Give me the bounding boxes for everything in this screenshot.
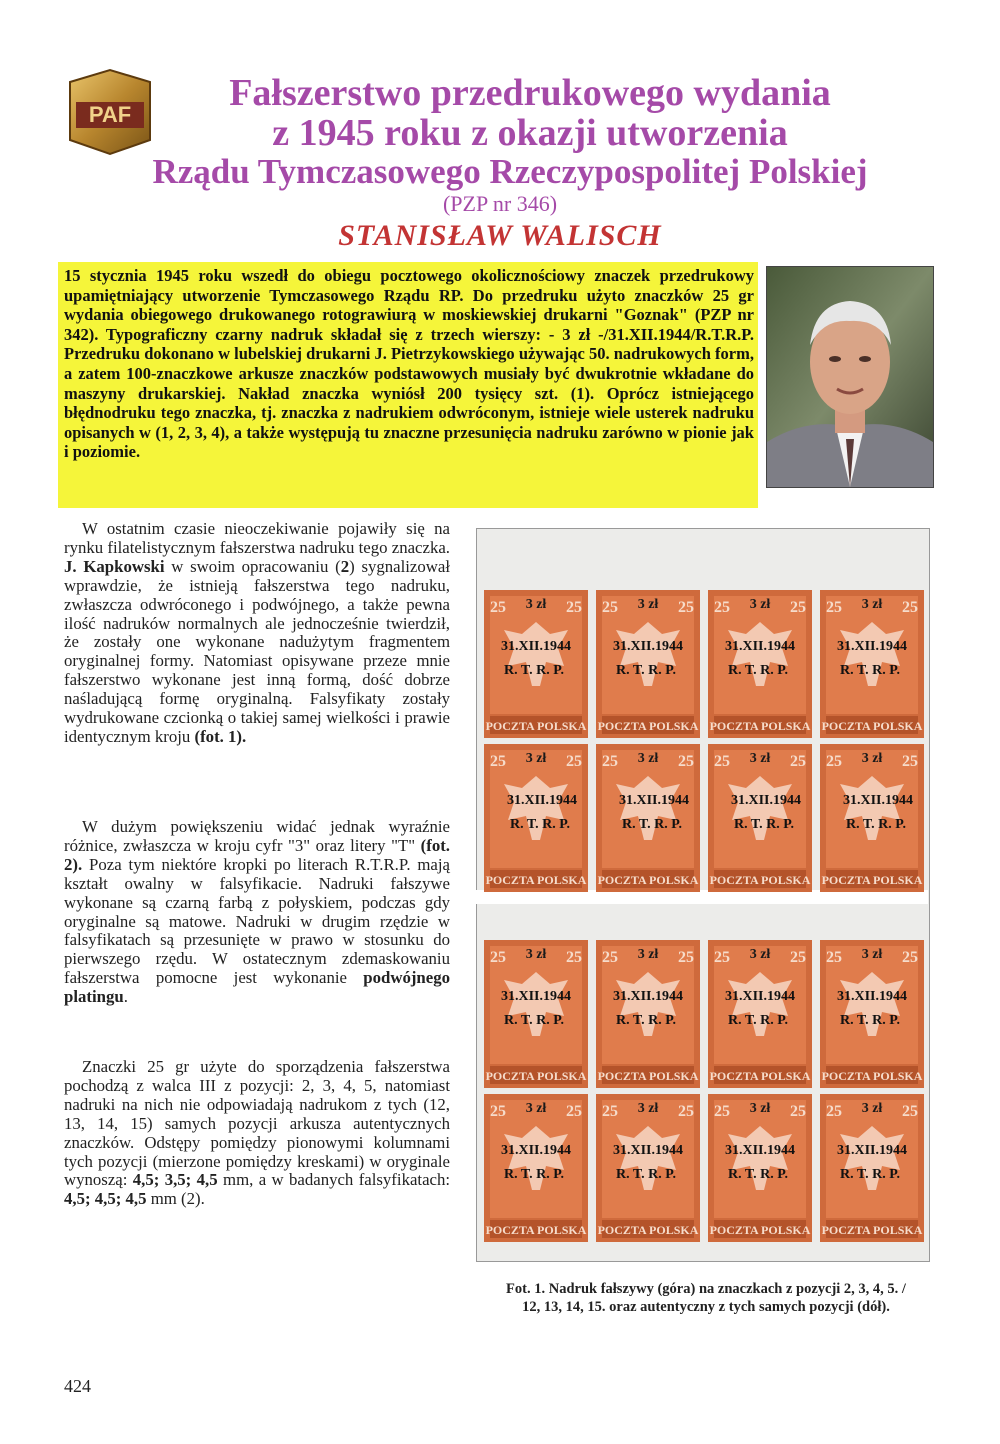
body-paragraph-3: [64, 1058, 450, 1209]
stamp: [820, 1094, 924, 1242]
stamp-value-right: 25: [790, 753, 806, 770]
stamp-value-left: 25: [714, 753, 730, 770]
overprint-letters: R. T. R. P.: [845, 817, 907, 832]
stamp-value-left: 25: [826, 599, 842, 616]
stamp-value-left: 25: [714, 949, 730, 966]
stamp: [484, 1094, 588, 1242]
overprint-surcharge: 3 zł: [637, 947, 659, 962]
stamp-value-right: 25: [566, 753, 582, 770]
figure-caption: [446, 1280, 966, 1316]
overprint-letters: R. T. R. P.: [615, 1013, 677, 1028]
stamp-value-right: 25: [566, 1103, 582, 1120]
overprint-date: 31.XII.1944: [500, 989, 572, 1004]
stamp-value-left: 25: [826, 1103, 842, 1120]
overprint-surcharge: 3 zł: [637, 1101, 659, 1116]
stamp-country: POCZTA POLSKA: [597, 1223, 699, 1237]
overprint-letters: R. T. R. P.: [509, 817, 571, 832]
stamp-value-right: 25: [566, 599, 582, 616]
overprint-letters: R. T. R. P.: [839, 1167, 901, 1182]
overprint-surcharge: 3 zł: [861, 597, 883, 612]
stamp-grid: [476, 528, 928, 1260]
stamp-country: POCZTA POLSKA: [597, 873, 699, 887]
stamp-country: POCZTA POLSKA: [485, 719, 587, 733]
body-text: Znaczki 25 gr użyte do sporządzenia fałszerstwa pochodzą z walca III z pozycji: 2, 3, 4, 5, natomiast nadruki na nich nie odpowiadają nadrukom z tych (12, 13, 14, 15) samych pozycji arkusza autentycznych znaczków. Odstępy pomiędzy pionowymi kolumnami tych pozycji (mierzone pomiędzy kreskami) w oryginale wynoszą:: [64, 1057, 450, 1190]
stamp: [708, 940, 812, 1088]
stamp-value-right: 25: [790, 949, 806, 966]
stamp-value-left: 25: [602, 753, 618, 770]
stamp-country: POCZTA POLSKA: [485, 873, 587, 887]
figure-reference: (fot. 2).: [64, 835, 450, 874]
emphasis-text: podwójnego platingu: [64, 968, 450, 1007]
overprint-date: 31.XII.1944: [842, 793, 914, 808]
overprint-letters: R. T. R. P.: [615, 1167, 677, 1182]
overprint-letters: R. T. R. P.: [503, 1013, 565, 1028]
stamp-value-right: 25: [790, 1103, 806, 1120]
body-text: mm (2).: [146, 1189, 205, 1209]
title-line-3: Rządu Tymczasowego Rzeczypospolitej Polskiej: [152, 152, 868, 191]
overprint-surcharge: 3 zł: [861, 751, 883, 766]
stamp-country: POCZTA POLSKA: [709, 1069, 811, 1083]
overprint-date: 31.XII.1944: [500, 639, 572, 654]
overprint-date: 31.XII.1944: [724, 1143, 796, 1158]
author-photo: [766, 266, 934, 488]
stamp: [484, 590, 588, 738]
overprint-letters: R. T. R. P.: [727, 663, 789, 678]
stamp-value-right: 25: [902, 599, 918, 616]
stamp-country: POCZTA POLSKA: [821, 1223, 923, 1237]
overprint-date: 31.XII.1944: [724, 989, 796, 1004]
stamp-value-right: 25: [678, 753, 694, 770]
stamp-value-right: 25: [902, 753, 918, 770]
overprint-surcharge: 3 zł: [525, 947, 547, 962]
page-number: 424: [64, 1376, 91, 1396]
logo-text: PAF: [88, 102, 132, 127]
stamp: [596, 744, 700, 892]
overprint-date: 31.XII.1944: [612, 1143, 684, 1158]
body-text: w swoim opracowaniu (: [164, 556, 341, 576]
overprint-surcharge: 3 zł: [749, 597, 771, 612]
stamp-value-right: 25: [678, 949, 694, 966]
overprint-surcharge: 3 zł: [749, 751, 771, 766]
author-name: STANISŁAW WALISCH: [338, 219, 662, 252]
body-text: mm, a w badanych falsyfikatach:: [217, 1170, 451, 1190]
reference-number: 2: [340, 556, 350, 576]
stamp-value-right: 25: [678, 1103, 694, 1120]
stamp: [708, 1094, 812, 1242]
overprint-date: 31.XII.1944: [612, 989, 684, 1004]
caption-line-1: Fot. 1. Nadruk fałszywy (góra) na znaczkach z pozycji 2, 3, 4, 5. /: [506, 1281, 906, 1297]
stamp-value-right: 25: [790, 599, 806, 616]
measurement-values: 4,5; 4,5; 4,5: [64, 1189, 147, 1209]
stamp-country: POCZTA POLSKA: [485, 1223, 587, 1237]
stamp-value-left: 25: [826, 753, 842, 770]
caption-line-2: 12, 13, 14, 15. oraz autentyczny z tych samych pozycji (dół).: [522, 1299, 890, 1315]
body-paragraph-1: [64, 520, 450, 747]
overprint-letters: R. T. R. P.: [503, 1167, 565, 1182]
overprint-letters: R. T. R. P.: [727, 1167, 789, 1182]
stamp: [820, 590, 924, 738]
overprint-date: 31.XII.1944: [618, 793, 690, 808]
stamp: [596, 1094, 700, 1242]
stamp: [708, 590, 812, 738]
stamp-country: POCZTA POLSKA: [821, 719, 923, 733]
stamp-country: POCZTA POLSKA: [709, 719, 811, 733]
body-text: ) sygnalizował wprawdzie, że istnieją fałszerstwa tego nadruku, zwłaszcza odwróconego i podwójnego, a także pewna ilość nadruków normalnych ale jednocześnie twierdził, że zostały one wykonane nadużytym fragmentem oryginalnej formy. Natomiast opisywane przeze mnie fałszerstwo wykonane jest inną formą, dość dobrze naśladującą formę oryginalną. Falsyfikaty zostały wydrukowane czcionką o takiej samej wielkości i prawie identycznym kroju: [64, 556, 450, 746]
stamp-value-left: 25: [826, 949, 842, 966]
body-text: W ostatnim czasie nieoczekiwanie pojawiły się na rynku filatelistycznym fałszerstwa nadruku tego znaczka.: [64, 519, 450, 557]
body-text: Poza tym niektóre kropki po literach R.T.R.P. mają kształt owalny w falsyfikacie. Nadruki fałszywe wykonane są czarną farbą z połyskiem, podczas gdy oryginalne są matowe. Nadruki w drugim rzędzie w falsyfikatach są przesunięte w prawo w stosunku do pierwszego rzędu. W ostatecznym zdemaskowaniu fałszerstwa pomocne jest wykonanie: [64, 854, 450, 988]
title-catalog-ref: (PZP nr 346): [442, 191, 558, 216]
stamp: [596, 590, 700, 738]
stamp-value-left: 25: [490, 1103, 506, 1120]
stamp-value-left: 25: [714, 1103, 730, 1120]
overprint-date: 31.XII.1944: [730, 793, 802, 808]
title-line-1: Fałszerstwo przedrukowego wydania: [229, 72, 831, 114]
overprint-letters: R. T. R. P.: [839, 1013, 901, 1028]
overprint-date: 31.XII.1944: [836, 639, 908, 654]
overprint-date: 31.XII.1944: [724, 639, 796, 654]
stamp-value-right: 25: [902, 949, 918, 966]
stamp: [596, 940, 700, 1088]
figure-reference: (fot. 1).: [194, 726, 247, 746]
stamp: [820, 744, 924, 892]
overprint-letters: R. T. R. P.: [621, 817, 683, 832]
stamp-country: POCZTA POLSKA: [597, 1069, 699, 1083]
stamp-value-left: 25: [490, 753, 506, 770]
overprint-surcharge: 3 zł: [749, 1101, 771, 1116]
overprint-date: 31.XII.1944: [500, 1143, 572, 1158]
overprint-surcharge: 3 zł: [637, 751, 659, 766]
stamp-value-left: 25: [602, 1103, 618, 1120]
overprint-letters: R. T. R. P.: [503, 663, 565, 678]
cited-author: J. Kapkowski: [64, 556, 165, 576]
overprint-letters: R. T. R. P.: [727, 1013, 789, 1028]
stamp-country: POCZTA POLSKA: [709, 873, 811, 887]
stamp-value-right: 25: [902, 1103, 918, 1120]
stamp: [708, 744, 812, 892]
title-line-2: z 1945 roku z okazji utworzenia: [272, 112, 788, 154]
paf-logo: [64, 66, 156, 158]
measurement-values: 4,5; 3,5; 4,5: [132, 1170, 218, 1190]
stamp-value-left: 25: [490, 599, 506, 616]
body-text: W dużym powiększeniu widać jednak wyraźnie różnice, zwłaszcza w kroju cyfr "3" oraz litery "T": [64, 817, 450, 855]
stamp-value-right: 25: [678, 599, 694, 616]
overprint-letters: R. T. R. P.: [733, 817, 795, 832]
overprint-surcharge: 3 zł: [637, 597, 659, 612]
overprint-letters: R. T. R. P.: [839, 663, 901, 678]
abstract-highlight: 15 stycznia 1945 roku wszedł do obiegu pocztowego okolicznościowy znaczek przedrukowy upamiętniający utworzenie Tymczasowego Rządu RP. Do przedruku użyto znaczków 25 gr wydania obiegowego drukowanego rotograwiurą w moskiewskiej drukarni "Goznak" (PZP nr 342). Typograficzny czarny nadruk składał się z trzech wierszy: - 3 zł -/31.XII.1944/R.T.R.P. Przedruku dokonano w lubelskiej drukarni J. Pietrzykowskiego używając 50. nadrukowych form, a zatem 100-znaczkowe arkusze znaczków podstawowych musiały być dwukrotnie wkładane do maszyny drukarskiej. Nakład znaczka wyniósł 200 tysięcy szt. (1). Oprócz istniejącego błędnodruku tego znaczka, tj. znaczka z nadrukiem odwróconym, istnieje wiele usterek nadruku opisanych w (1, 2, 3, 4), a także występują tu znaczne przesunięcia nadruku zarówno w pionie jak i poziomie.: [58, 262, 758, 508]
stamp-value-left: 25: [602, 949, 618, 966]
stamp-country: POCZTA POLSKA: [821, 873, 923, 887]
overprint-surcharge: 3 zł: [525, 1101, 547, 1116]
overprint-date: 31.XII.1944: [612, 639, 684, 654]
overprint-surcharge: 3 zł: [525, 597, 547, 612]
overprint-date: 31.XII.1944: [836, 1143, 908, 1158]
stamp-country: POCZTA POLSKA: [821, 1069, 923, 1083]
stamp-value-left: 25: [602, 599, 618, 616]
stamp: [484, 940, 588, 1088]
stamp-value-left: 25: [490, 949, 506, 966]
overprint-surcharge: 3 zł: [749, 947, 771, 962]
overprint-letters: R. T. R. P.: [615, 663, 677, 678]
stamp-value-right: 25: [566, 949, 582, 966]
body-paragraph-2: [64, 818, 450, 1007]
overprint-date: 31.XII.1944: [836, 989, 908, 1004]
overprint-surcharge: 3 zł: [861, 1101, 883, 1116]
overprint-surcharge: 3 zł: [525, 751, 547, 766]
stamp: [484, 744, 588, 892]
stamp-value-left: 25: [714, 599, 730, 616]
stamp-country: POCZTA POLSKA: [597, 719, 699, 733]
stamp-country: POCZTA POLSKA: [709, 1223, 811, 1237]
body-text: .: [123, 987, 128, 1007]
overprint-date: 31.XII.1944: [506, 793, 578, 808]
stamp: [820, 940, 924, 1088]
stamp-country: POCZTA POLSKA: [485, 1069, 587, 1083]
overprint-surcharge: 3 zł: [861, 947, 883, 962]
